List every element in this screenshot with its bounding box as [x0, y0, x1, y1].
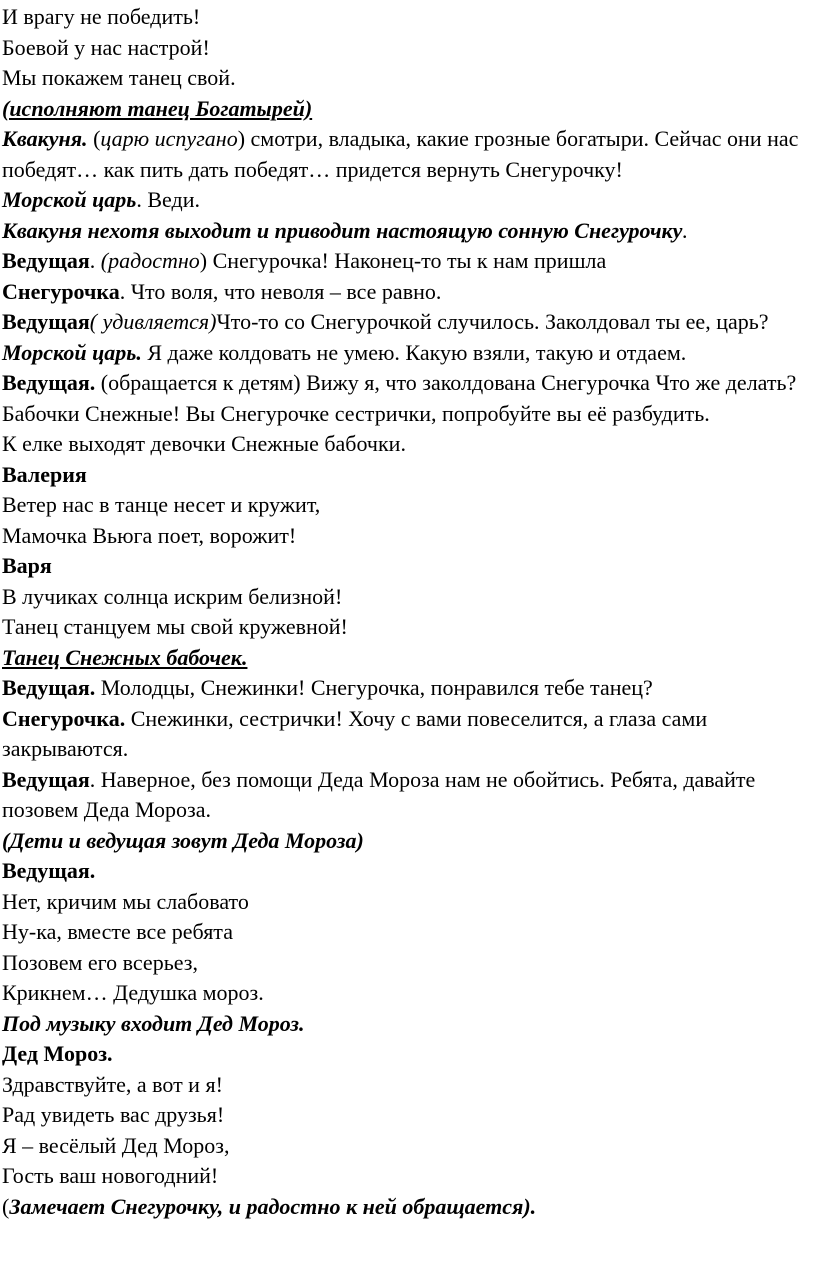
replica-text: (обращается к детям) Вижу я, что заколдована Снегурочка Что же делать?Бабочки Снежные! Вы Снегурочке сестрички, попробуйте вы её разбудить.	[2, 370, 797, 426]
speaker-name: Морской царь.	[2, 339, 142, 365]
verse-line: Боевой у нас настрой!	[2, 34, 210, 60]
verse-line: Ну-ка, вместе все ребята	[2, 919, 233, 944]
stage-direction-dance: Танец Снежных бабочек.	[2, 644, 248, 670]
verse-line: Гость ваш новогодний!	[2, 1163, 219, 1188]
kvakunya-replica	[2, 124, 808, 185]
replica-text: . Что воля, что неволя – все равно.	[119, 278, 442, 304]
paren: )	[199, 248, 208, 273]
tsar-replica	[2, 185, 808, 216]
verse-line: Здравствуйте, а вот и я!	[2, 1071, 223, 1097]
paren: (	[87, 126, 101, 151]
verse-line: Мамочка Вьюга поет, ворожит!	[2, 522, 297, 548]
speaker-name: Ведущая	[2, 309, 90, 334]
stage-direction-music: Под музыку входит Дед Мороз.	[2, 1010, 305, 1036]
speaker-name: Ведущая	[2, 248, 90, 273]
verse-line: Крикнем… Дедушка мороз.	[2, 980, 264, 1005]
direction-text: Квакуня нехотя выходит и приводит настоящую сонную Снегурочку	[2, 217, 683, 243]
speaker-name: Квакуня.	[2, 126, 88, 151]
speaker-name: Морской царь	[2, 187, 137, 212]
speaker-name: Ведущая	[2, 766, 90, 792]
verse-line: И врагу не победить!	[2, 4, 201, 29]
stage-direction-call: (Дети и ведущая зовут Деда Мороза)	[2, 827, 364, 853]
verse-line: Рад увидеть вас друзья!	[2, 1102, 225, 1127]
replica-text: Молодцы, Снежинки! Снегурочка, понравился тебе танец?	[95, 675, 653, 700]
vedushaya-replica	[2, 673, 808, 704]
remark: царю испугано	[100, 126, 238, 151]
speaker-name-ded-moroz: Дед Мороз.	[2, 1041, 113, 1066]
vedushaya-replica	[2, 765, 808, 826]
verse-line: Танец станцуем мы свой кружевной!	[2, 614, 348, 639]
direction-text: Замечает Снегурочку, и радостно к ней обращается).	[9, 1193, 537, 1219]
speaker-name-vedushaya: Ведущая.	[2, 858, 96, 883]
replica-text: Снежинки, сестрички! Хочу с вами повеселится, а глаза сами закрываются.	[2, 705, 708, 761]
replica-text: Я даже колдовать не умею. Какую взяли, такую и отдаем.	[141, 339, 687, 365]
verse-line: Я – весёлый Дед Мороз,	[2, 1132, 230, 1158]
vedushaya-replica	[2, 307, 808, 338]
speaker-name: Снегурочка	[2, 278, 120, 304]
direction-tail: .	[682, 217, 688, 243]
tsar-replica	[2, 338, 808, 369]
vedushaya-replica	[2, 368, 808, 429]
verse-line: Нет, кричим мы слабовато	[2, 888, 249, 914]
stage-direction-butterflies: К елке выходят девочки Снежные бабочки.	[2, 431, 406, 456]
remark: (радостно	[100, 248, 200, 273]
speaker-name-varya: Варя	[2, 553, 52, 578]
stage-direction-kvakunya	[2, 216, 808, 247]
verse-line: Позовем его всерьез,	[2, 949, 198, 975]
replica-text: . Веди.	[136, 187, 200, 212]
verse-line: В лучиках солнца искрим белизной!	[2, 583, 343, 609]
speaker-name-valeria: Валерия	[2, 461, 87, 487]
verse-line: Ветер нас в танце несет и кружит,	[2, 492, 321, 517]
replica-text: смотри, владыка, какие грозные богатыри. Сейчас они нас победят… как пить дать победят… придется вернуть Снегурочку!	[2, 126, 799, 182]
replica-text: . Наверное, без помощи Деда Мороза нам не обойтись. Ребята, давайте позовем Деда Мороза.	[2, 766, 756, 822]
separator: .	[89, 248, 101, 273]
speaker-name: Ведущая.	[2, 675, 96, 700]
speaker-name: Ведущая.	[2, 370, 96, 395]
snegurochka-replica	[2, 277, 808, 308]
stage-direction-bogatyri: (исполняют танец Богатырей)	[2, 95, 313, 121]
snegurochka-replica	[2, 704, 808, 765]
vedushaya-replica	[2, 246, 808, 277]
replica-text: Снегурочка! Наконец-то ты к нам пришла	[207, 248, 607, 273]
replica-text: Что-то со Снегурочкой случилось. Заколдовал ты ее, царь?	[216, 309, 769, 334]
verse-line: Мы покажем танец свой.	[2, 65, 236, 90]
paren: )	[237, 126, 246, 151]
stage-direction-last	[2, 1192, 808, 1223]
remark: ( удивляется)	[89, 309, 217, 334]
paren: (	[2, 1193, 10, 1219]
speaker-name: Снегурочка.	[2, 705, 126, 731]
